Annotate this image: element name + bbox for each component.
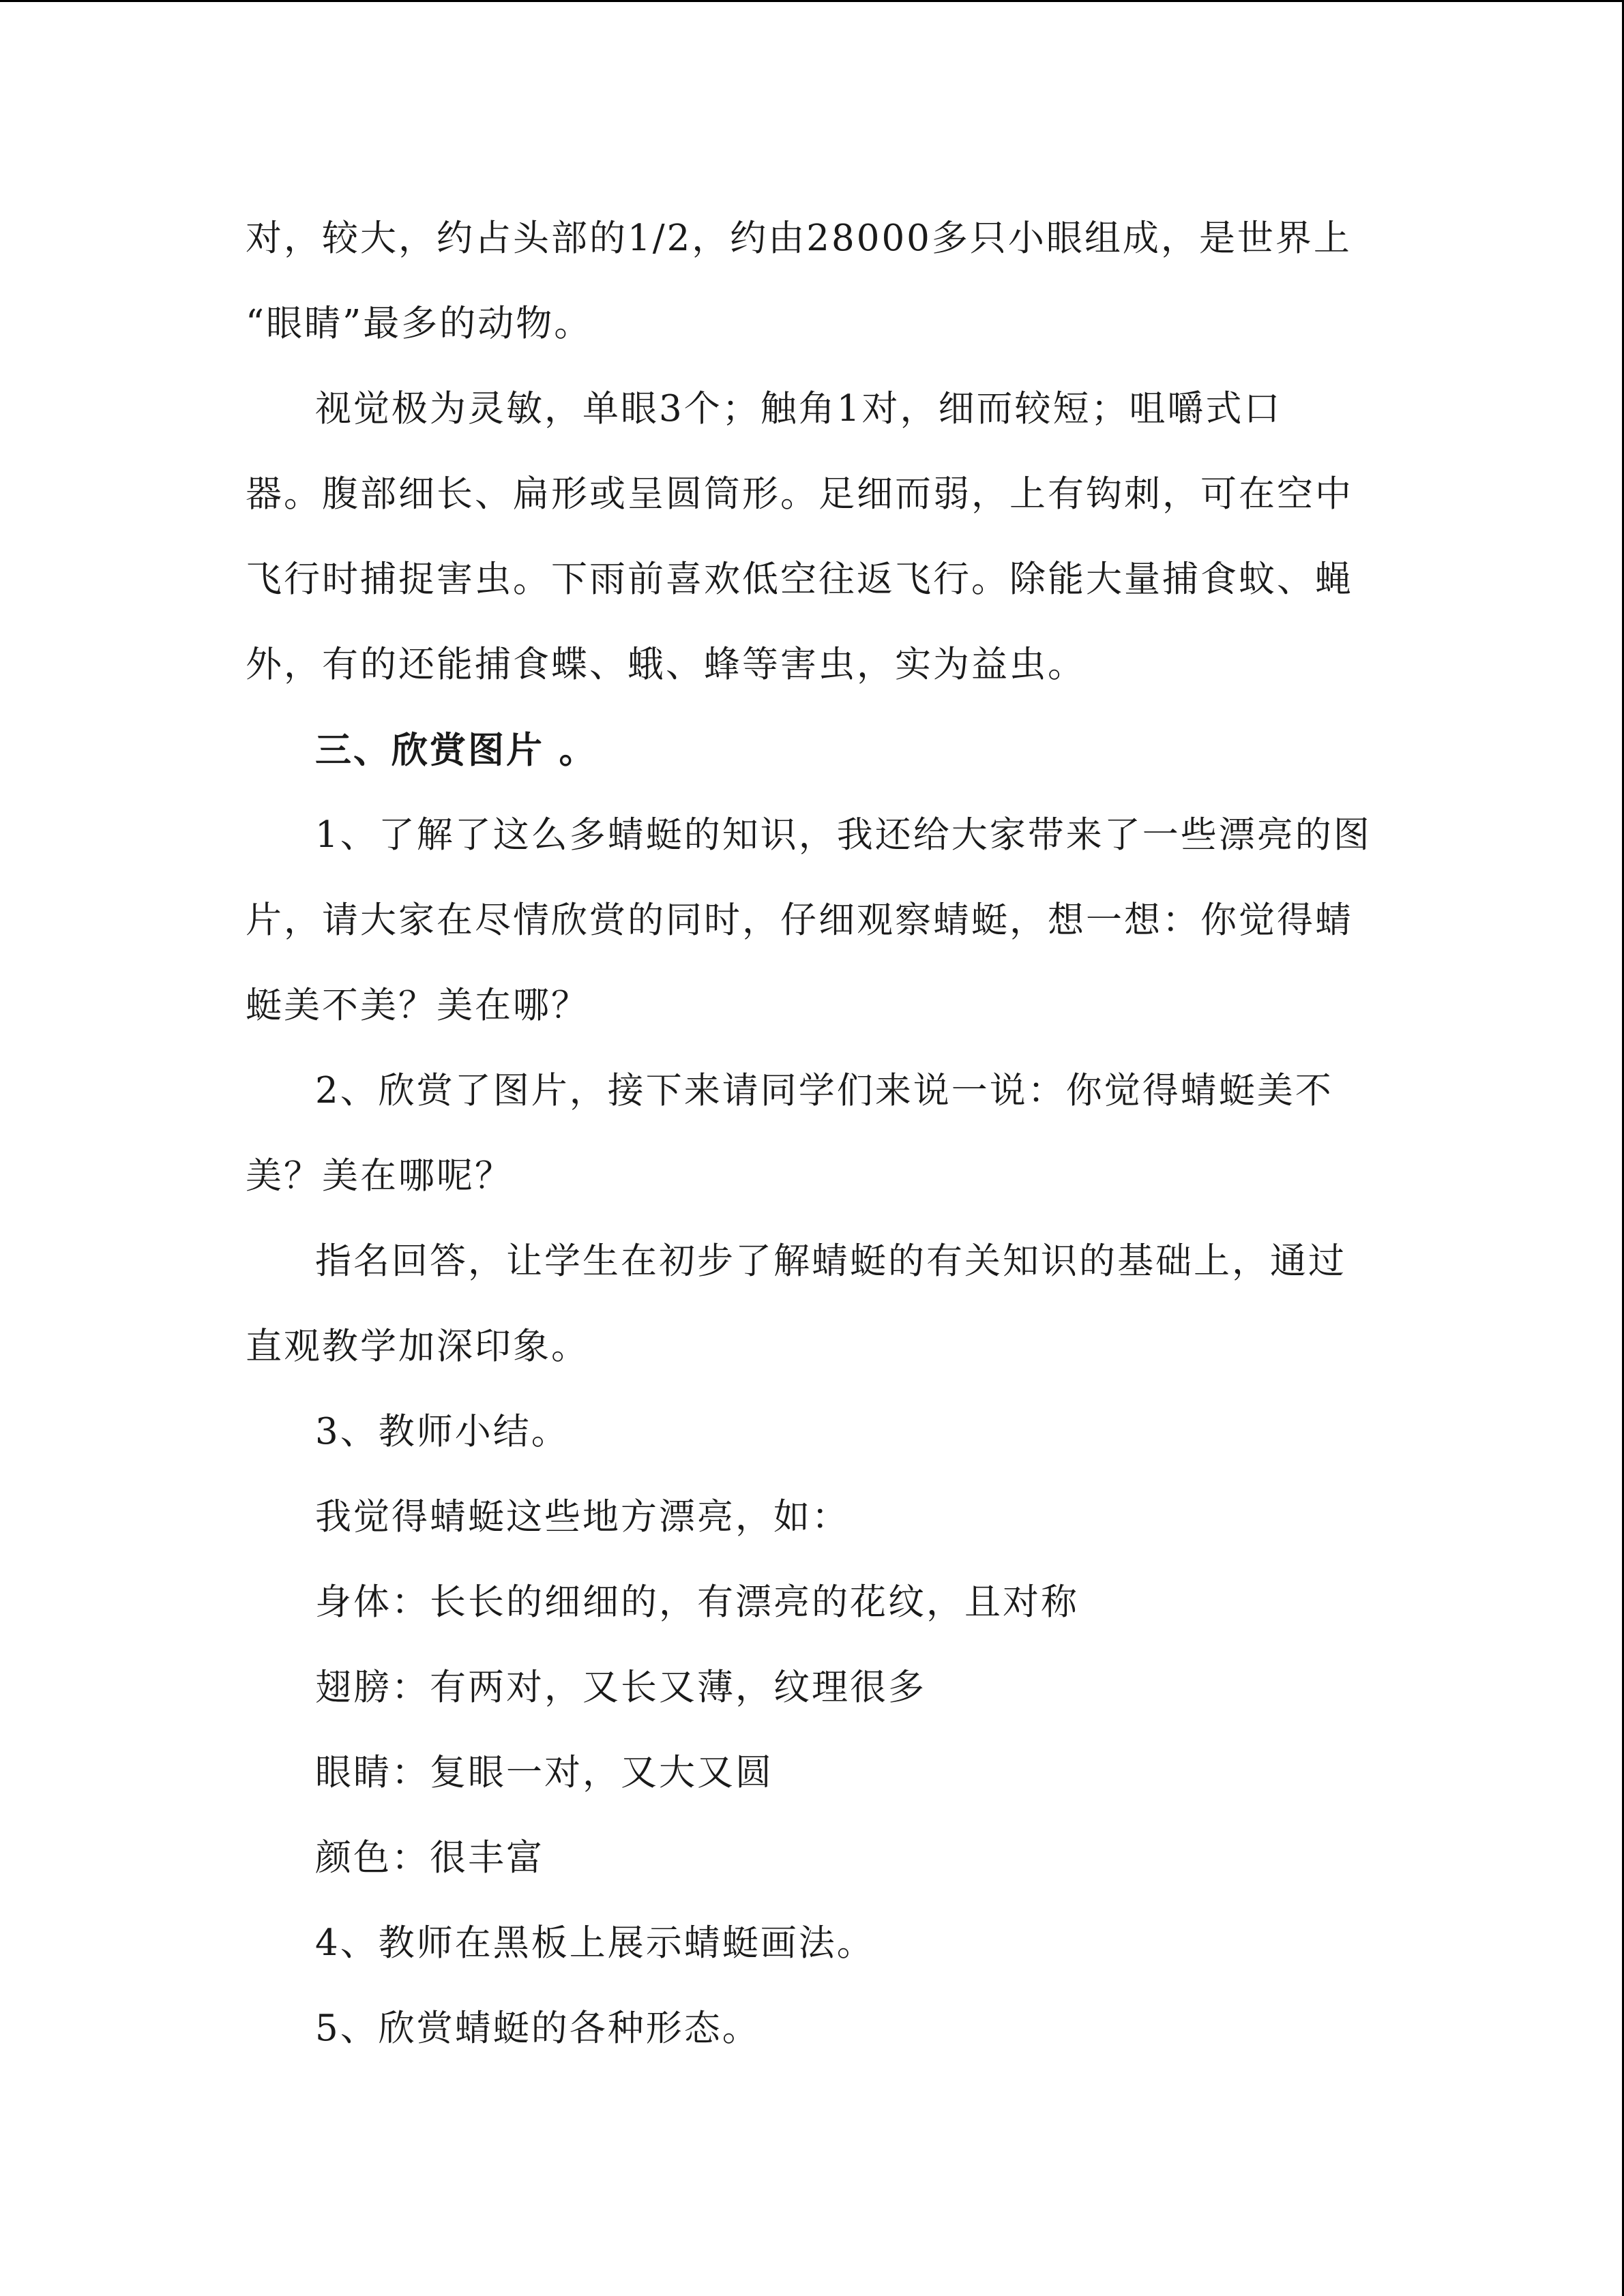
text-line-1: 对，较大，约占头部的1/2，约由28000多只小眼组成，是世界上 bbox=[246, 218, 1352, 259]
text-line-2: “眼睛”最多的动物。 bbox=[246, 303, 593, 344]
text-line-13: 指名回答，让学生在初步了解蜻蜓的有关知识的基础上，通过 bbox=[315, 1240, 1346, 1282]
text-line-8: 1、了解了这么多蜻蜓的知识，我还给大家带来了一些漂亮的图 bbox=[315, 814, 1372, 856]
text-line-10: 蜓美不美？美在哪？ bbox=[246, 985, 589, 1026]
text-line-14: 直观教学加深印象。 bbox=[246, 1326, 589, 1367]
section-heading: 三、欣赏图片 。 bbox=[315, 729, 597, 771]
text-line-19: 眼睛：复眼一对，又大又圆 bbox=[315, 1752, 773, 1793]
text-line-12: 美？美在哪呢？ bbox=[246, 1155, 513, 1197]
text-line-3: 视觉极为灵敏，单眼3个；触角1对，细而较短；咀嚼式口 bbox=[315, 388, 1282, 430]
text-line-18: 翅膀：有两对，又长又薄，纹理很多 bbox=[315, 1667, 926, 1708]
text-line-4: 器。腹部细长、扁形或呈圆筒形。足细而弱，上有钩刺，可在空中 bbox=[246, 473, 1353, 515]
text-line-16: 我觉得蜻蜓这些地方漂亮，如： bbox=[315, 1496, 850, 1538]
text-line-15: 3、教师小结。 bbox=[315, 1411, 570, 1452]
text-line-21: 4、教师在黑板上展示蜻蜓画法。 bbox=[315, 1922, 875, 1964]
text-line-22: 5、欣赏蜻蜓的各种形态。 bbox=[315, 2008, 761, 2049]
text-line-20: 颜色：很丰富 bbox=[315, 1837, 544, 1879]
text-line-6: 外，有的还能捕食蝶、蛾、蜂等害虫，实为益虫。 bbox=[246, 644, 1086, 685]
text-line-5: 飞行时捕捉害虫。下雨前喜欢低空往返飞行。除能大量捕食蚊、蝇 bbox=[246, 558, 1353, 600]
text-line-11: 2、欣赏了图片，接下来请同学们来说一说：你觉得蜻蜓美不 bbox=[315, 1070, 1333, 1112]
text-line-9: 片，请大家在尽情欣赏的同时，仔细观察蜻蜓，想一想：你觉得蜻 bbox=[246, 899, 1353, 941]
text-line-17: 身体：长长的细细的，有漂亮的花纹，且对称 bbox=[315, 1581, 1079, 1623]
